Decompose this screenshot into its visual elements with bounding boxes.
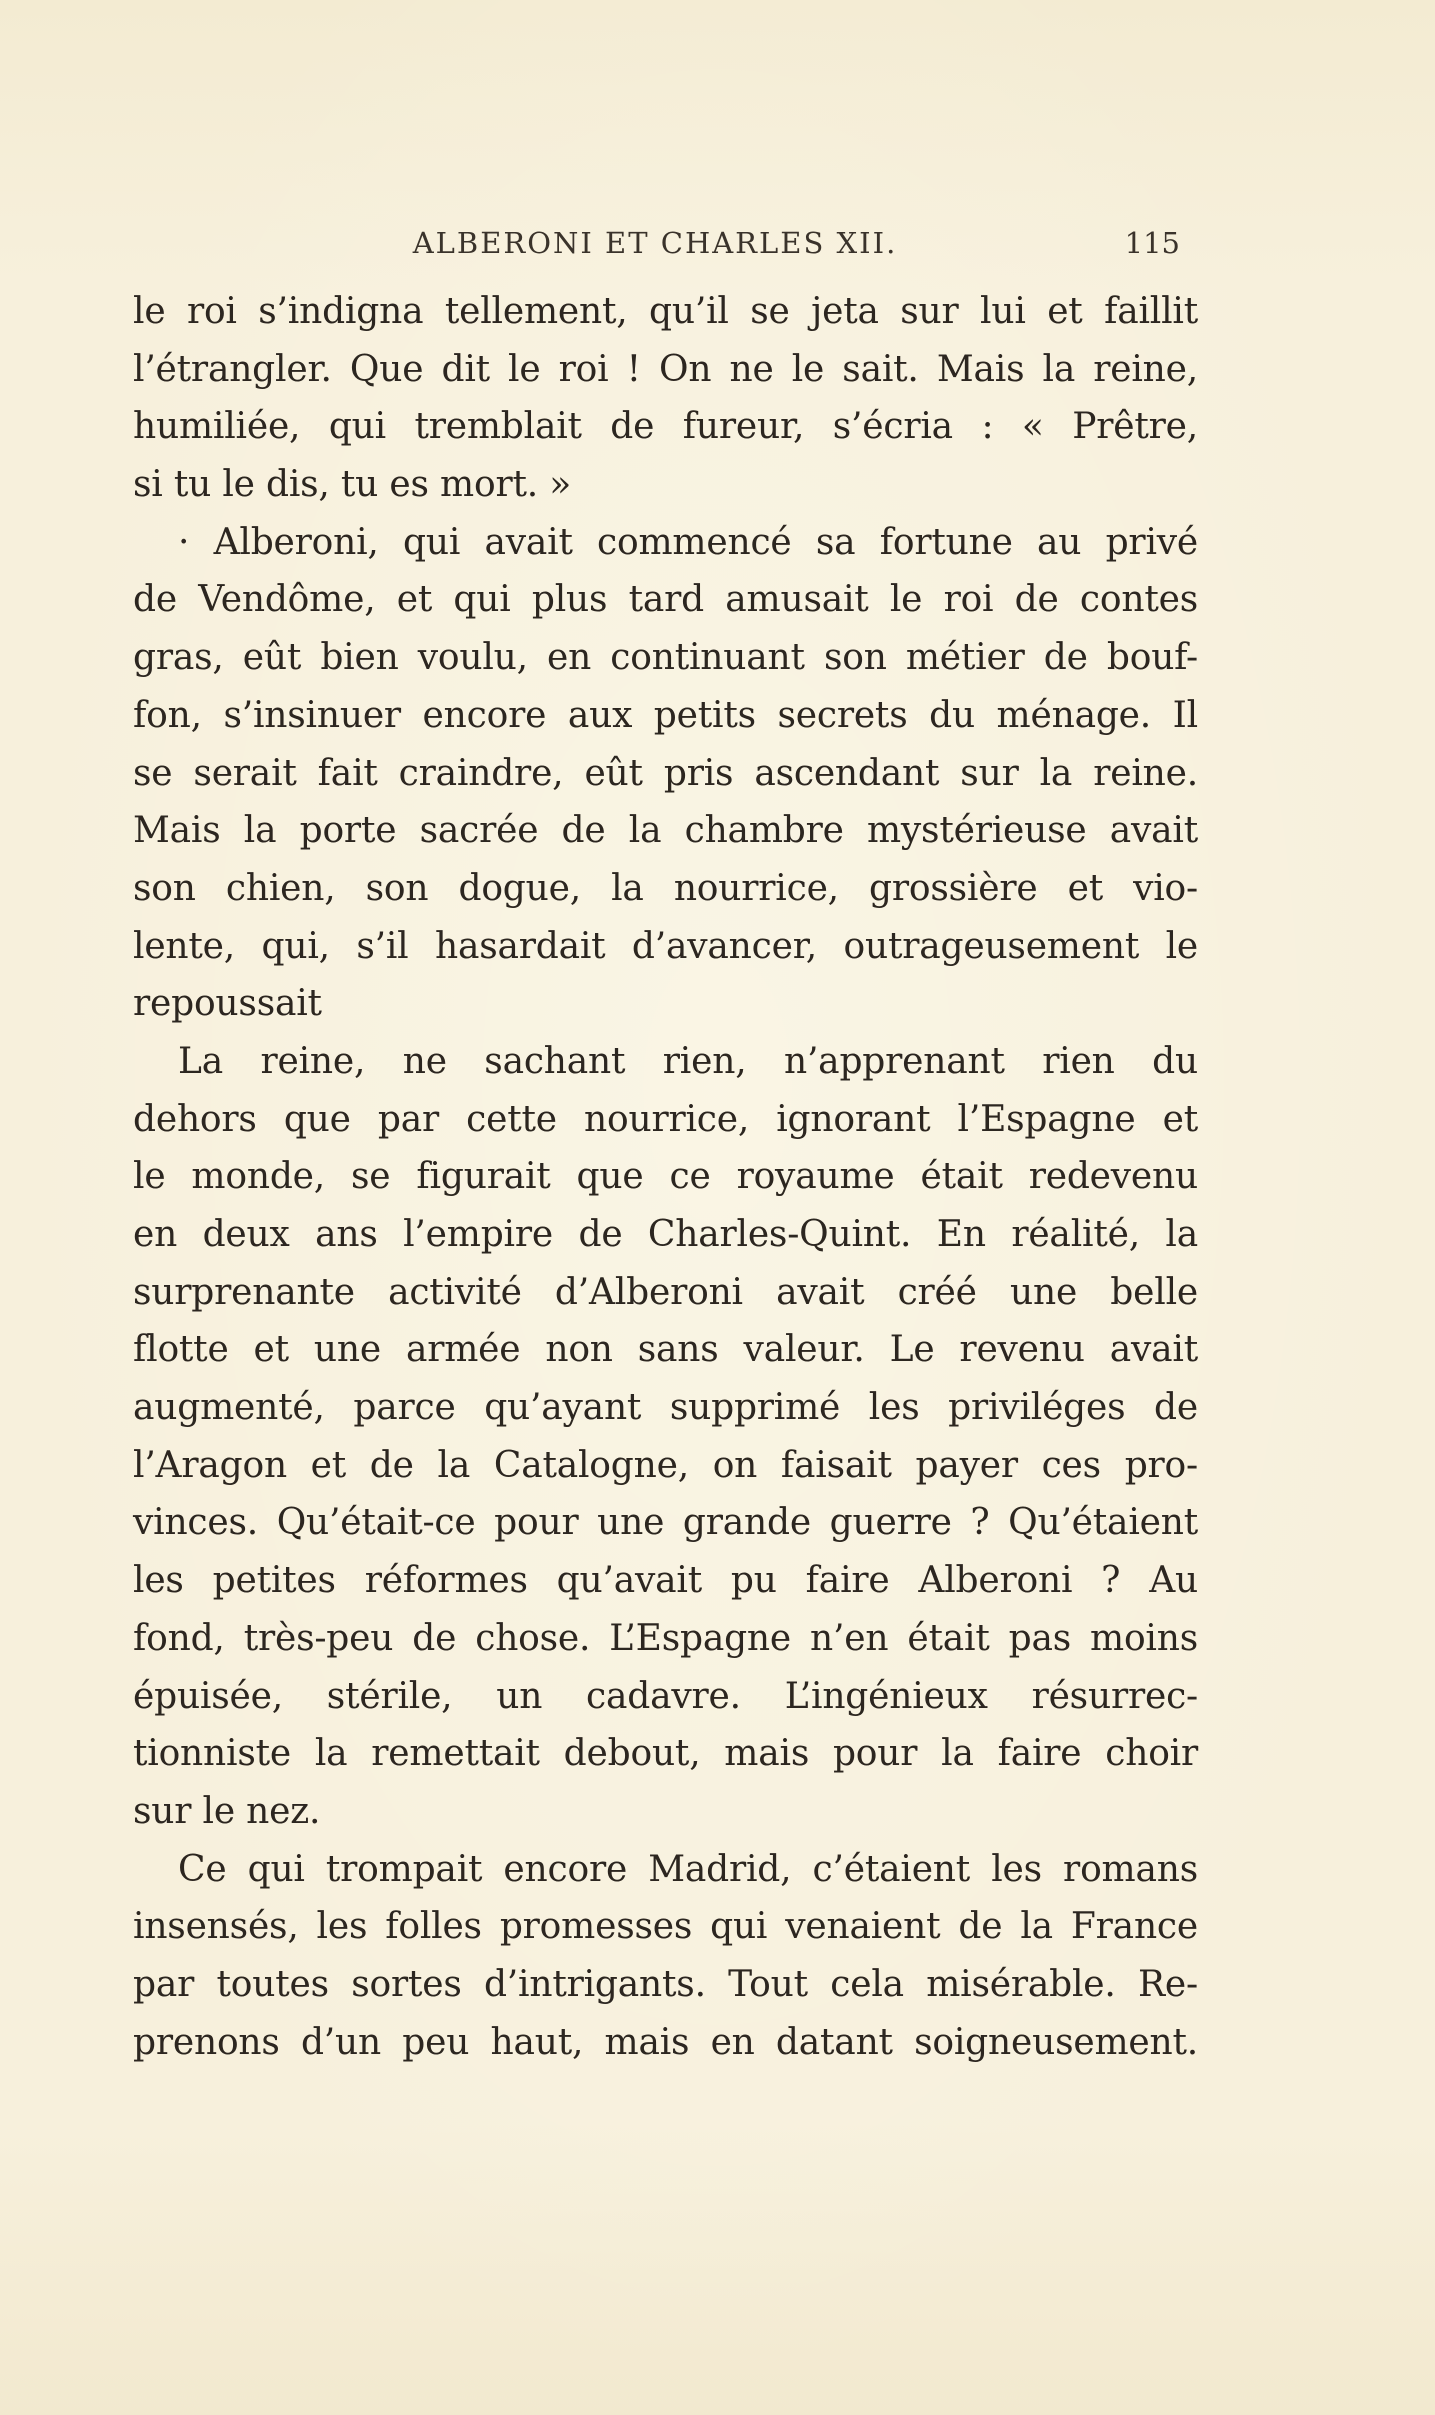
text-line: tionniste la remettait debout, mais pour la faire choir [133, 1733, 1198, 1775]
text-line: augmenté, parce qu’ayant supprimé les priviléges de [133, 1387, 1198, 1429]
text-line: vinces. Qu’était-ce pour une grande guerre ? Qu’étaient [133, 1502, 1198, 1544]
text-line: son chien, son dogue, la nourrice, grossière et vio- [133, 867, 1198, 909]
text-line: fond, très-peu de chose. L’Espagne n’en était pas moins [133, 1617, 1198, 1659]
running-title: ALBERONI ET CHARLES XII. [412, 226, 898, 260]
text-line: lente, qui, s’il hasardait d’avancer, outrageusement le [133, 925, 1198, 967]
text-line: Mais la porte sacrée de la chambre mystérieuse avait [133, 810, 1198, 852]
text-line: par toutes sortes d’intrigants. Tout cela misérable. Re- [133, 1963, 1198, 2005]
text-line: l’Aragon et de la Catalogne, on faisait payer ces pro- [133, 1444, 1198, 1486]
running-header [130, 220, 1180, 270]
text-line: sur le nez. [133, 1790, 321, 1832]
text-line: fon, s’insinuer encore aux petits secrets du ménage. Il [133, 694, 1198, 736]
text-line: le monde, se figurait que ce royaume était redevenu [133, 1156, 1198, 1198]
text-line: prenons d’un peu haut, mais en datant soigneusement. [133, 2021, 1198, 2063]
paragraph-start-line: Ce qui trompait encore Madrid, c’étaient les romans [178, 1848, 1198, 1890]
paragraph-start-line: La reine, ne sachant rien, n’apprenant rien du [178, 1040, 1198, 1082]
page-number: 115 [1124, 226, 1180, 260]
text-line: les petites réformes qu’avait pu faire Alberoni ? Au [133, 1560, 1198, 1602]
text-line: l’étrangler. Que dit le roi ! On ne le sait. Mais la reine, [133, 348, 1198, 390]
text-line: gras, eût bien voulu, en continuant son métier de bouf- [133, 637, 1198, 679]
text-line: repoussait [133, 983, 322, 1025]
text-line: épuisée, stérile, un cadavre. L’ingénieux résurrec- [133, 1675, 1198, 1717]
body-text [133, 283, 1198, 2071]
text-line: flotte et une armée non sans valeur. Le revenu avait [133, 1329, 1198, 1371]
text-line: dehors que par cette nourrice, ignorant l’Espagne et [133, 1098, 1198, 1140]
text-line: si tu le dis, tu es mort. » [133, 464, 572, 506]
text-line: de Vendôme, et qui plus tard amusait le roi de contes [133, 579, 1198, 621]
paragraph-start-line: · Alberoni, qui avait commencé sa fortune au privé [178, 521, 1198, 563]
text-line: en deux ans l’empire de Charles-Quint. En réalité, la [133, 1214, 1198, 1255]
text-line: le roi s’indigna tellement, qu’il se jeta sur lui et faillit [133, 291, 1198, 332]
text-line: se serait fait craindre, eût pris ascendant sur la reine. [133, 752, 1198, 794]
text-line: insensés, les folles promesses qui venaient de la France [133, 1906, 1198, 1948]
text-line: humiliée, qui tremblait de fureur, s’écria : « Prêtre, [133, 406, 1198, 448]
text-line: surprenante activité d’Alberoni avait créé une belle [133, 1271, 1198, 1313]
